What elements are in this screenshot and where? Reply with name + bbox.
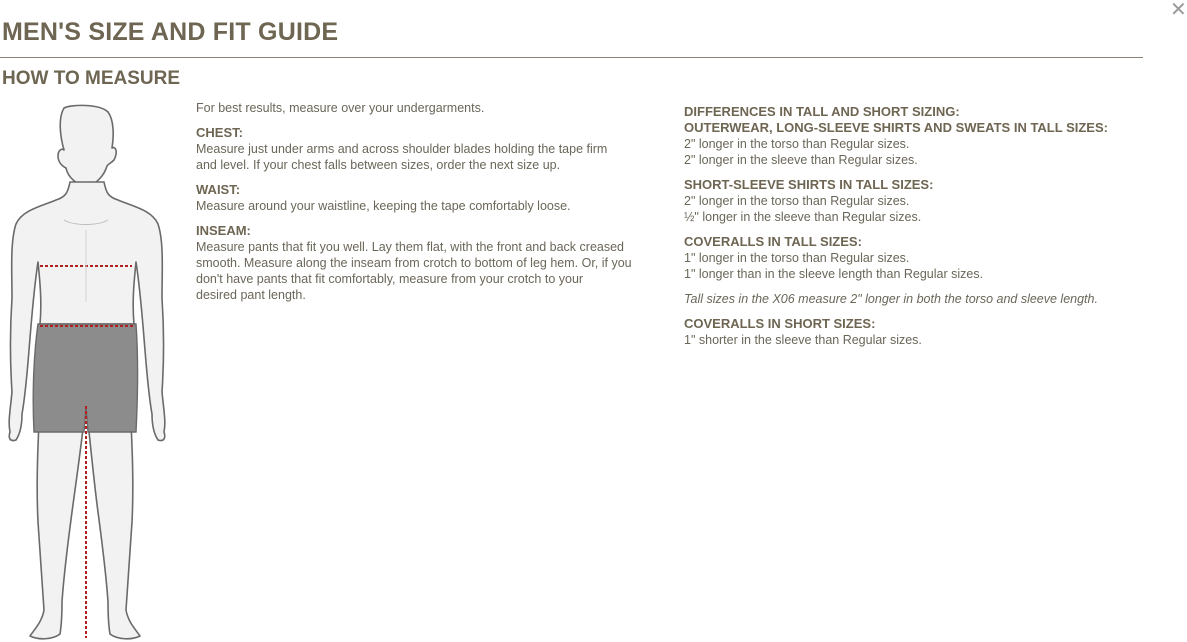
coveralls-short-section xyxy=(684,316,1154,348)
coveralls-tall-section xyxy=(684,234,1154,282)
coveralls-tall-heading: COVERALLS IN TALL SIZES: xyxy=(684,234,862,249)
male-body-measurement-diagram xyxy=(4,102,166,642)
waist-section xyxy=(196,182,666,214)
coveralls-short-line: 1" shorter in the sleeve than Regular sizes. xyxy=(684,333,922,347)
outerwear-heading: OUTERWEAR, LONG-SLEEVE SHIRTS AND SWEATS IN TALL SIZES: xyxy=(684,120,1108,135)
intro-text: For best results, measure over your undergarments. xyxy=(196,101,485,115)
close-icon[interactable]: ✕ xyxy=(1170,0,1187,21)
figure-shorts xyxy=(33,324,137,432)
short-sleeve-heading: SHORT-SLEEVE SHIRTS IN TALL SIZES: xyxy=(684,177,934,192)
short-sleeve-line: 2" longer in the torso than Regular sizes. xyxy=(684,194,910,208)
sizing-main-heading: DIFFERENCES IN TALL AND SHORT SIZING: xyxy=(684,104,960,119)
chest-line: Measure just under arms and across shoulder blades holding the tape firm xyxy=(196,142,608,156)
how-to-measure-column xyxy=(196,100,666,312)
x06-note-section xyxy=(684,291,1154,307)
inseam-line: don't have pants that fit comfortably, measure from your crotch to your xyxy=(196,272,584,286)
chest-section xyxy=(196,125,666,173)
waist-heading: WAIST: xyxy=(196,182,241,197)
header-divider xyxy=(0,57,1143,58)
chest-line: and level. If your chest falls between sizes, order the next size up. xyxy=(196,158,561,172)
inseam-line: smooth. Measure along the inseam from crotch to bottom of leg hem. Or, if you xyxy=(196,256,632,270)
waist-line: Measure around your waistline, keeping the tape comfortably loose. xyxy=(196,199,571,213)
inseam-heading: INSEAM: xyxy=(196,223,251,238)
coveralls-tall-line: 1" longer than in the sleeve length than Regular sizes. xyxy=(684,267,984,281)
coveralls-tall-line: 1" longer in the torso than Regular sizes. xyxy=(684,251,910,265)
sizing-differences-column xyxy=(684,104,1154,357)
short-sleeve-line: ½" longer in the sleeve than Regular sizes. xyxy=(684,210,922,224)
inseam-line: desired pant length. xyxy=(196,288,306,302)
outerwear-section xyxy=(684,120,1154,168)
section-title-how-to-measure: HOW TO MEASURE xyxy=(2,68,181,89)
short-sleeve-section xyxy=(684,177,1154,225)
figure-head xyxy=(58,105,116,186)
x06-note: Tall sizes in the X06 measure 2" longer in both the torso and sleeve length. xyxy=(684,292,1098,306)
inseam-line: Measure pants that fit you well. Lay them flat, with the front and back creased xyxy=(196,240,625,254)
outerwear-line: 2" longer in the torso than Regular sizes. xyxy=(684,137,910,151)
page-title: MEN'S SIZE AND FIT GUIDE xyxy=(2,18,339,46)
outerwear-line: 2" longer in the sleeve than Regular sizes. xyxy=(684,153,918,167)
chest-heading: CHEST: xyxy=(196,125,243,140)
coveralls-short-heading: COVERALLS IN SHORT SIZES: xyxy=(684,316,876,331)
inseam-section xyxy=(196,223,666,303)
